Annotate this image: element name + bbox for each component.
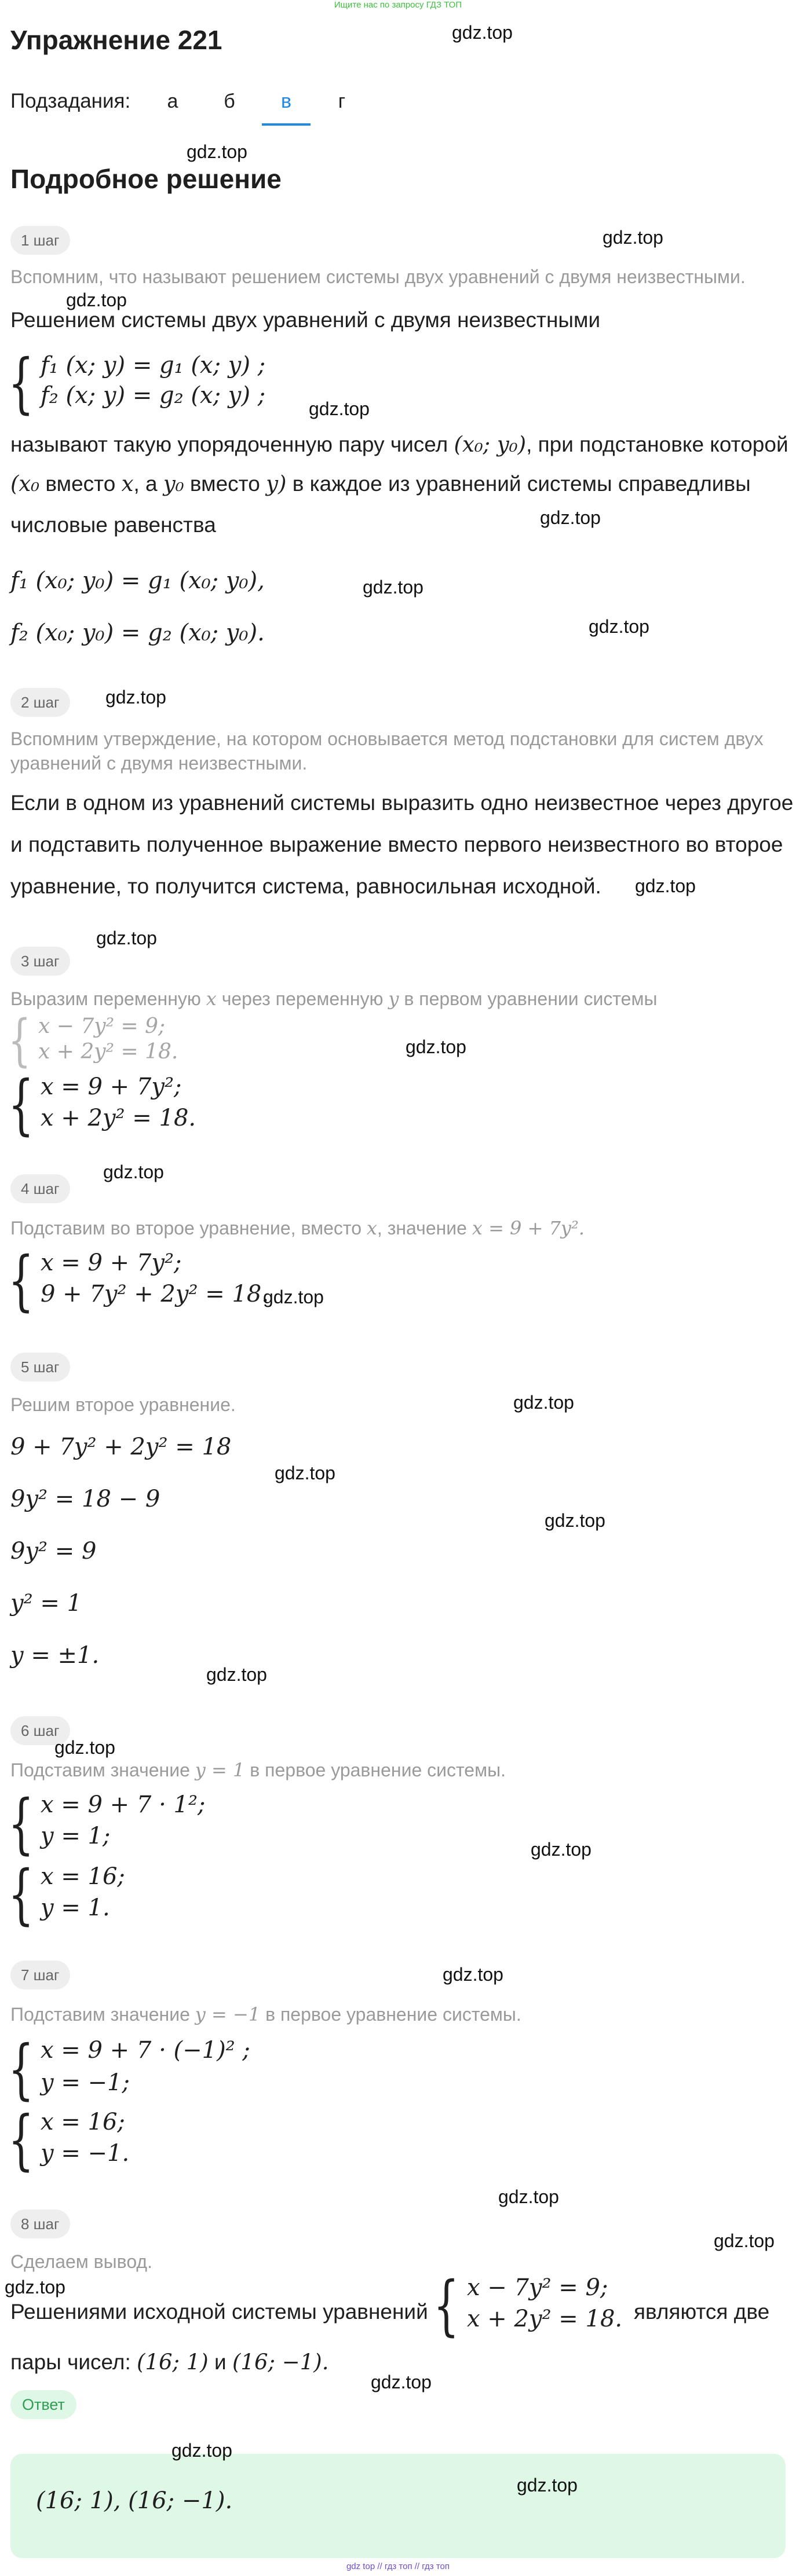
tab-v[interactable]: в — [262, 80, 311, 126]
formula-line: 9 + 7y² + 2y² = 18. — [41, 1281, 269, 1307]
watermark: gdz.top — [103, 1161, 164, 1182]
watermark: gdz.top — [363, 577, 423, 598]
paragraph-line — [10, 432, 788, 457]
formula-line: 9y² = 9 — [10, 1538, 97, 1564]
math-inline: x — [366, 1217, 377, 1239]
formula-line: f₂ (x₀; y₀) = g₂ (x₀; y₀). — [10, 620, 265, 646]
step-hint: Сделаем вывод. — [10, 2251, 152, 2272]
step-badge: 6 шаг — [10, 1716, 70, 1745]
formula-line: x = 16; — [41, 1863, 125, 1890]
system-brace: { — [8, 345, 34, 422]
paragraph-line — [10, 471, 751, 496]
watermark: gdz.top — [54, 1737, 115, 1758]
watermark: gdz.top — [171, 2440, 232, 2461]
formula-line: 9 + 7y² + 2y² = 18 — [10, 1434, 232, 1460]
step-badge: 1 шаг — [10, 226, 70, 255]
watermark: gdz.top — [714, 2230, 775, 2251]
step-hint — [10, 2003, 521, 2025]
watermark: gdz.top — [406, 1036, 466, 1057]
math-inline: x — [206, 988, 217, 1010]
watermark: gdz.top — [635, 875, 696, 896]
step-hint: Вспомним, что называют решением системы двух уравнений с двумя неизвестными. — [10, 266, 746, 287]
math-inline: y = −1 — [195, 2003, 261, 2025]
paragraph-line: числовые равенства — [10, 513, 216, 537]
formula-line: y = −1. — [41, 2140, 130, 2167]
text-span: пары чисел: — [10, 2350, 131, 2374]
system-brace: { — [8, 1007, 31, 1073]
step-badge: 7 шаг — [10, 1961, 70, 1989]
tab-b[interactable]: б — [224, 90, 235, 112]
watermark: gdz.top — [263, 1287, 324, 1307]
watermark: gdz.top — [5, 2277, 65, 2297]
paragraph-line: уравнение, то получится система, равносильная исходной. — [10, 874, 601, 898]
watermark: gdz.top — [105, 687, 166, 708]
text-span: , значение — [377, 1218, 467, 1238]
formula-line: x = 16; — [41, 2109, 125, 2135]
page-title: Упражнение 221 — [10, 25, 222, 55]
tab-a[interactable]: а — [167, 90, 178, 112]
watermark: gdz.top — [603, 227, 663, 248]
paragraph-line: и подставить полученное выражение вместо первого неизвестного во второе — [10, 833, 783, 856]
system-brace: { — [8, 1856, 34, 1933]
formula-line: x = 9 + 7y²; — [41, 1249, 182, 1276]
watermark: gdz.top — [498, 2186, 559, 2207]
subtasks-label: Подзадания: — [10, 90, 131, 112]
formula-line: 9y² = 18 − 9 — [10, 1486, 160, 1512]
step-badge: 2 шаг — [10, 688, 70, 717]
math-inline: y = 1 — [195, 1759, 245, 1781]
top-ad-link[interactable]: Ищите нас по запросу ГДЗ ТОП — [334, 0, 462, 10]
watermark: gdz.top — [187, 141, 247, 162]
watermark: gdz.top — [371, 2372, 432, 2392]
watermark: gdz.top — [545, 1510, 605, 1531]
watermark: gdz.top — [275, 1463, 335, 1483]
system-brace: { — [8, 1243, 34, 1319]
tab-g[interactable]: г — [338, 90, 346, 112]
system-brace: { — [8, 2102, 34, 2178]
text-span: , при подстановке которой — [526, 433, 788, 456]
text-span: Выразим переменную — [10, 988, 201, 1009]
system-brace: { — [433, 2267, 459, 2344]
conclusion-text: Решениями исходной системы уравнений — [10, 2300, 428, 2324]
step-badge: 8 шаг — [10, 2209, 70, 2238]
math-inline: y — [388, 988, 399, 1010]
watermark: gdz.top — [517, 2475, 578, 2496]
watermark: gdz.top — [452, 22, 513, 43]
step-hint — [10, 1759, 506, 1781]
step-badge: 4 шаг — [10, 1174, 70, 1203]
text-span: в каждое из уравнений системы справедливы — [292, 472, 751, 496]
step-hint: Решим второе уравнение. — [10, 1394, 236, 1415]
text-span: через переменную — [221, 988, 384, 1009]
text-span: в первом уравнении системы — [404, 988, 658, 1009]
formula-line: x + 2y² = 18. — [41, 1105, 196, 1131]
system-brace: { — [8, 1786, 34, 1862]
text-span: в первое уравнение системы. — [250, 1760, 506, 1780]
formula-line: x = 9 + 7 · 1²; — [41, 1791, 206, 1818]
text-span: Подставим значение — [10, 1760, 190, 1780]
watermark: gdz.top — [531, 1839, 591, 1860]
step-hint: Вспомним утверждение, на котором основывается метод подстановки для систем двух — [10, 728, 764, 749]
formula-line: x − 7y² = 9; — [467, 2274, 608, 2301]
step-hint — [10, 1217, 585, 1239]
formula-line: y = −1; — [41, 2069, 130, 2096]
math-inline: (16; −1). — [232, 2350, 329, 2375]
answer-value: (16; 1), (16; −1). — [36, 2487, 233, 2514]
text-span: называют такую упорядоченную пару чисел — [10, 433, 448, 456]
answer-badge: Ответ — [10, 2390, 76, 2419]
conclusion-text — [10, 2350, 328, 2375]
text-span: и — [214, 2350, 227, 2374]
math-inline: (x₀; y₀) — [454, 432, 527, 457]
text-span: вместо — [189, 472, 260, 496]
formula-line: x + 2y² = 18. — [467, 2306, 623, 2332]
formula-line: x + 2y² = 18. — [38, 1040, 178, 1064]
math-inline: x = 9 + 7y². — [472, 1217, 585, 1239]
solution-heading: Подробное решение — [10, 164, 282, 194]
answer-box — [10, 2454, 786, 2558]
formula-line: y = 1. — [41, 1895, 110, 1921]
text-span: Подставим значение — [10, 2004, 190, 2025]
math-inline: x — [121, 471, 134, 496]
watermark: gdz.top — [206, 1664, 267, 1685]
formula-line: y = 1; — [41, 1823, 111, 1849]
math-inline: y) — [266, 471, 287, 496]
conclusion-text: являются две — [634, 2300, 770, 2324]
watermark: gdz.top — [589, 616, 649, 637]
system-brace: { — [8, 2031, 34, 2108]
formula-line: y = ±1. — [10, 1642, 100, 1669]
watermark: gdz.top — [443, 1964, 503, 1985]
definition-text: Решением системы двух уравнений с двумя неизвестными — [10, 308, 601, 332]
step-hint: уравнений с двумя неизвестными. — [10, 753, 308, 774]
formula-line: f₂ (x; y) = g₂ (x; y) ; — [41, 382, 266, 409]
watermark: gdz.top — [540, 507, 601, 528]
formula-line: x − 7y² = 9; — [38, 1014, 166, 1038]
step-badge: 5 шаг — [10, 1353, 70, 1382]
watermark: gdz.top — [513, 1392, 574, 1413]
text-span: Подставим во второе уравнение, вместо — [10, 1218, 362, 1238]
formula-line: y² = 1 — [10, 1590, 82, 1617]
step-hint — [10, 988, 657, 1010]
formula-line: f₁ (x; y) = g₁ (x; y) ; — [41, 352, 266, 379]
paragraph-line: Если в одном из уравнений системы выразить одно неизвестное через другое — [10, 791, 794, 815]
text-span: вместо — [45, 472, 116, 496]
text-span: в первое уравнение системы. — [265, 2004, 521, 2025]
watermark: gdz.top — [96, 928, 157, 948]
formula-line: x = 9 + 7y²; — [41, 1073, 182, 1100]
watermark: gdz.top — [66, 290, 127, 310]
math-inline: (16; 1) — [137, 2350, 209, 2375]
math-inline: (x₀ — [10, 471, 40, 496]
watermark: gdz.top — [309, 398, 370, 419]
system-brace: { — [8, 1067, 34, 1143]
math-inline: y₀ — [163, 471, 184, 496]
text-span: , а — [133, 472, 158, 496]
footer-links[interactable]: gdz top // гдз топ // гдз топ — [346, 2562, 450, 2571]
formula-line: x = 9 + 7 · (−1)² ; — [41, 2037, 250, 2064]
formula-line: f₁ (x₀; y₀) = g₁ (x₀; y₀), — [10, 567, 265, 594]
step-badge: 3 шаг — [10, 947, 70, 976]
